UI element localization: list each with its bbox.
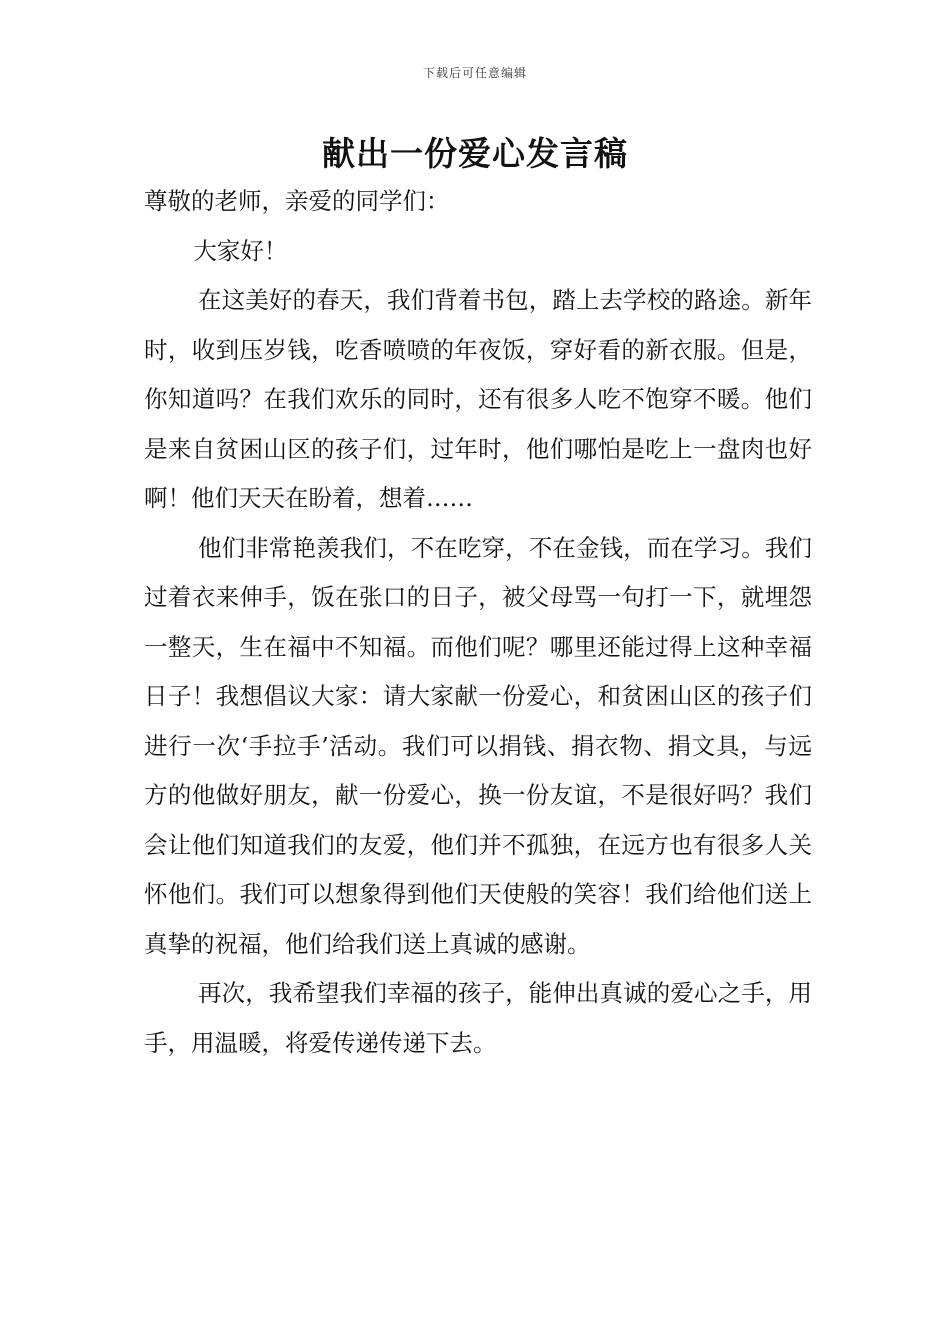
speech-body [144, 177, 812, 1068]
paragraph: 他们非常艳羡我们，不在吃穿，不在金钱，而在学习。我们过着衣来伸手，饭在张口的日子，被父母骂一句打一下，就埋怨一整天，生在福中不知福。而他们呢？哪里还能过得上这种幸福日子！我想倡议大家：请大家献一份爱心，和贫困山区的孩子们进行一次‘手拉手’活动。我们可以捐钱、捐衣物、捐文具，与远方的他做好朋友，献一份爱心，换一份友谊，不是很好吗？我们会让他们知道我们的友爱，他们并不孤独，在远方也有很多人关怀他们。我们可以想象得到他们天使般的笑容！我们给他们送上真挚的祝福，他们给我们送上真诚的感谢。 [144, 533, 812, 958]
paragraph: 在这美好的春天，我们背着书包，踏上去学校的路途。新年时，收到压岁钱，吃香喷喷的年夜饭，穿好看的新衣服。但是，你知道吗？在我们欢乐的同时，还有很多人吃不饱穿不暖。他们是来自贫困山区的孩子们，过年时，他们哪怕是吃上一盘肉也好啊！他们天天在盼着，想着…… [144, 286, 812, 512]
document-title: 献出一份爱心发言稿 [322, 134, 628, 173]
greeting: 大家好！ [193, 236, 288, 265]
header-note: 下载后可任意编辑 [422, 66, 527, 80]
paragraph: 再次，我希望我们幸福的孩子，能伸出真诚的爱心之手，用手，用温暖，将爱传递传递下去。 [144, 979, 812, 1057]
salutation: 尊敬的老师，亲爱的同学们： [144, 187, 450, 215]
